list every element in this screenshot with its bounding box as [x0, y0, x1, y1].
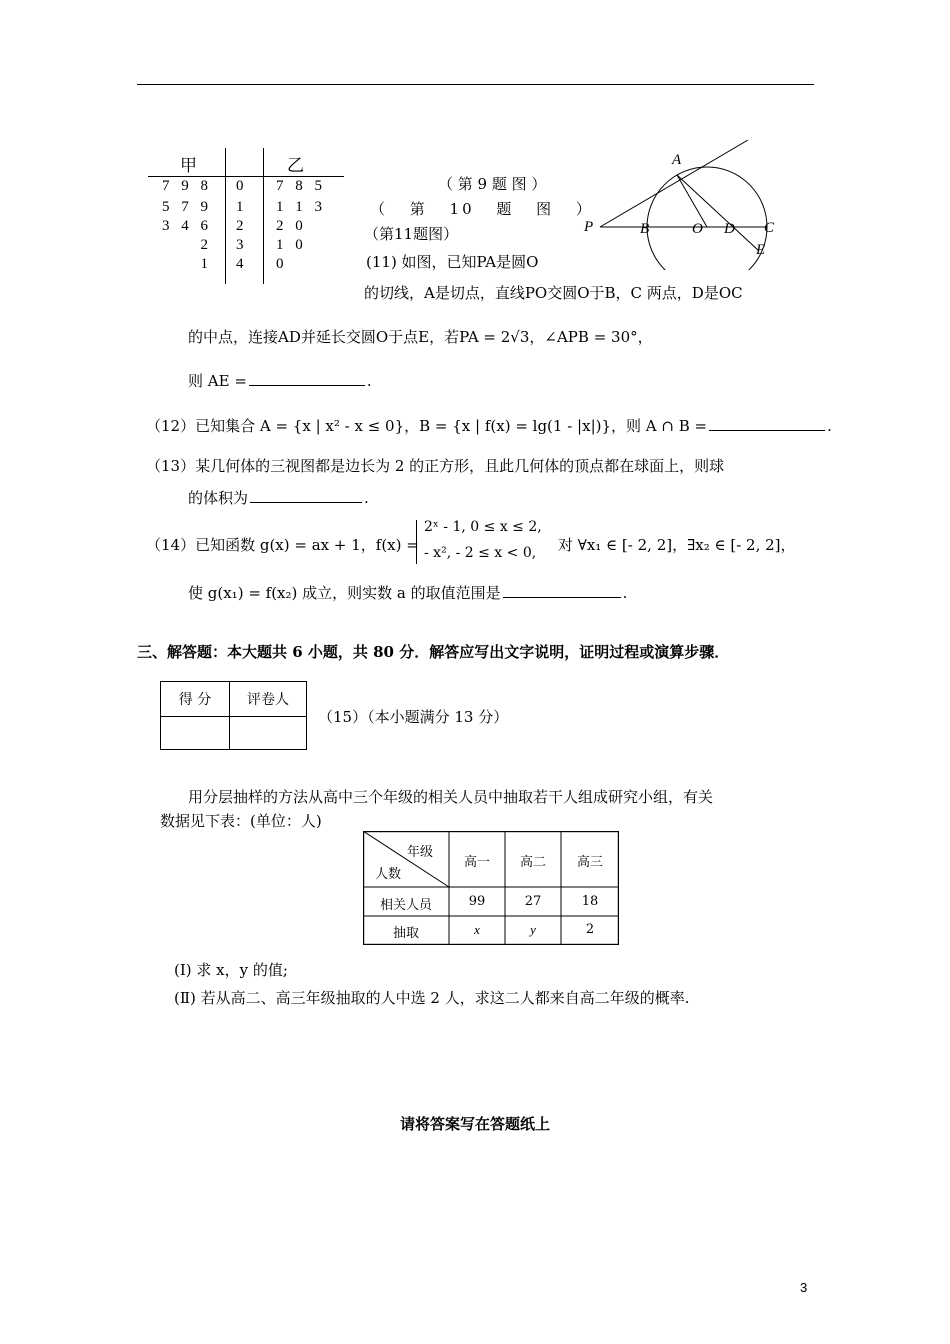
stem-1: 1 — [236, 199, 248, 215]
leaf-left-4: 1 — [200, 256, 212, 272]
leaf-right-2: 2 0 — [276, 218, 307, 234]
label-e: E — [756, 242, 766, 258]
label-p: P — [584, 219, 594, 235]
footer-note: 请将答案写在答题纸上 — [399, 1115, 550, 1133]
page-number: 3 — [800, 1280, 808, 1295]
stem-leaf-hline — [148, 176, 344, 177]
diag-top-label: 年级 — [407, 845, 434, 860]
header-grade1: 高一 — [463, 855, 490, 870]
score-box — [160, 681, 307, 750]
q14-line2-suffix: . — [622, 584, 628, 602]
q13-line1: （13）某几何体的三视图都是边长为 2 的正方形，且此几何体的顶点都在球面上，则球 — [146, 457, 725, 475]
diag-bottom-label: 人数 — [375, 867, 402, 882]
stem-0: 0 — [236, 178, 248, 194]
q11-answer-suffix: . — [366, 372, 372, 390]
q12-line — [146, 415, 832, 436]
leaf-right-3: 1 0 — [276, 237, 307, 253]
chord-ae — [677, 175, 759, 251]
cell-staff-g2: 27 — [524, 894, 542, 909]
q14-answer-blank[interactable] — [503, 596, 621, 598]
q12-answer-blank[interactable] — [709, 429, 825, 431]
q14-line2 — [188, 582, 627, 603]
cell-sample-g1: x — [474, 922, 480, 937]
section3-heading: 三、解答题：本大题共 6 小题，共 80 分．解答应写出文字说明，证明过程或演算步骤． — [137, 643, 730, 661]
circle-tangent-figure — [578, 140, 808, 270]
label-b: B — [640, 221, 650, 237]
stem-leaf-vline-right — [263, 148, 264, 284]
q15-title: （15）（本小题满分 13 分） — [318, 708, 509, 726]
label-a: A — [672, 152, 682, 168]
right-header: 乙 — [287, 156, 304, 176]
q13-answer-blank[interactable] — [250, 501, 362, 503]
q15-para1: 用分层抽样的方法从高中三个年级的相关人员中抽取若干人组成研究小组，有关 — [188, 788, 714, 806]
q15-para2: 数据见下表：(单位：人) — [160, 812, 322, 830]
q14-suffix: 对 ∀x₁ ∈ [- 2, 2]，∃x₂ ∈ [- 2, 2]， — [558, 536, 796, 554]
grader-cell[interactable] — [230, 717, 307, 750]
cell-staff-g3: 18 — [581, 894, 599, 909]
caption-q9: （ 第 9 题 图 ） — [438, 175, 547, 193]
score-col1: 得 分 — [161, 682, 230, 717]
circle-o — [647, 167, 767, 270]
score-col2: 评卷人 — [230, 682, 307, 717]
stem-leaf-vline-left — [225, 148, 226, 284]
q14-brace — [416, 520, 418, 564]
q11-line4 — [188, 370, 372, 391]
q11-line3: 的中点，连接AD并延长交圆O于点E，若PA = 2√3，∠APB = 30°， — [188, 328, 653, 346]
leaf-right-0: 7 8 5 — [276, 178, 326, 194]
q11-answer-blank[interactable] — [249, 384, 365, 386]
caption-q10: （ 第 10 题 图 ） — [370, 200, 594, 218]
q15-data-table — [363, 831, 619, 945]
leaf-left-1: 5 7 9 — [162, 199, 212, 215]
radius-oa — [677, 175, 707, 227]
q15-part1: (Ⅰ) 求 x，y 的值; — [174, 961, 288, 979]
q14-case1: 2ˣ - 1, 0 ≤ x ≤ 2, — [424, 519, 542, 535]
stem-3: 3 — [236, 237, 248, 253]
label-d: D — [724, 221, 735, 237]
label-o: O — [692, 221, 703, 237]
q14-line2-prefix: 使 g(x₁) = f(x₂) 成立，则实数 a 的取值范围是 — [188, 584, 501, 602]
stem-4: 4 — [236, 256, 248, 272]
caption-q11: （第11题图） — [364, 225, 459, 243]
q12-suffix: . — [827, 417, 832, 435]
cell-sample-g2: y — [530, 922, 536, 937]
q11-line1: (11) 如图，已知PA是圆O — [366, 253, 539, 271]
q14-prefix: （14）已知函数 g(x) = ax + 1，f(x) = — [146, 536, 419, 554]
q15-part2: (Ⅱ) 若从高二、高三年级抽取的人中选 2 人，求这二人都来自高二年级的概率. — [174, 989, 690, 1007]
q13-prefix: 的体积为 — [188, 489, 249, 507]
cell-staff-g1: 99 — [468, 894, 486, 909]
header-grade3: 高三 — [576, 855, 603, 870]
leaf-right-1: 1 1 3 — [276, 199, 326, 215]
leaf-left-2: 3 4 6 — [162, 218, 212, 234]
leaf-right-4: 0 — [276, 256, 288, 272]
leaf-left-0: 7 9 8 — [162, 178, 212, 194]
label-c: C — [764, 220, 775, 236]
q12-text: （12）已知集合 A = {x | x² - x ≤ 0}，B = {x | f(x) = lg(1 - |x|)}，则 A ∩ B = — [146, 417, 708, 435]
q14-case2: - x², - 2 ≤ x < 0, — [424, 545, 537, 561]
header-grade2: 高二 — [519, 855, 546, 870]
row-label-staff: 相关人员 — [379, 898, 432, 913]
q11-answer-prefix: 则 AE = — [188, 372, 247, 390]
q13-line2 — [188, 487, 369, 508]
row-label-sample: 抽取 — [392, 926, 419, 941]
leaf-left-3: 2 — [200, 237, 212, 253]
header-rule — [137, 84, 814, 85]
left-header: 甲 — [180, 156, 197, 176]
stem-2: 2 — [236, 218, 248, 234]
cell-sample-g3: 2 — [585, 922, 595, 937]
q13-suffix: . — [364, 489, 369, 507]
q11-line2: 的切线，A是切点，直线PO交圆O于B，C 两点，D是OC — [364, 284, 743, 302]
score-cell[interactable] — [161, 717, 230, 750]
